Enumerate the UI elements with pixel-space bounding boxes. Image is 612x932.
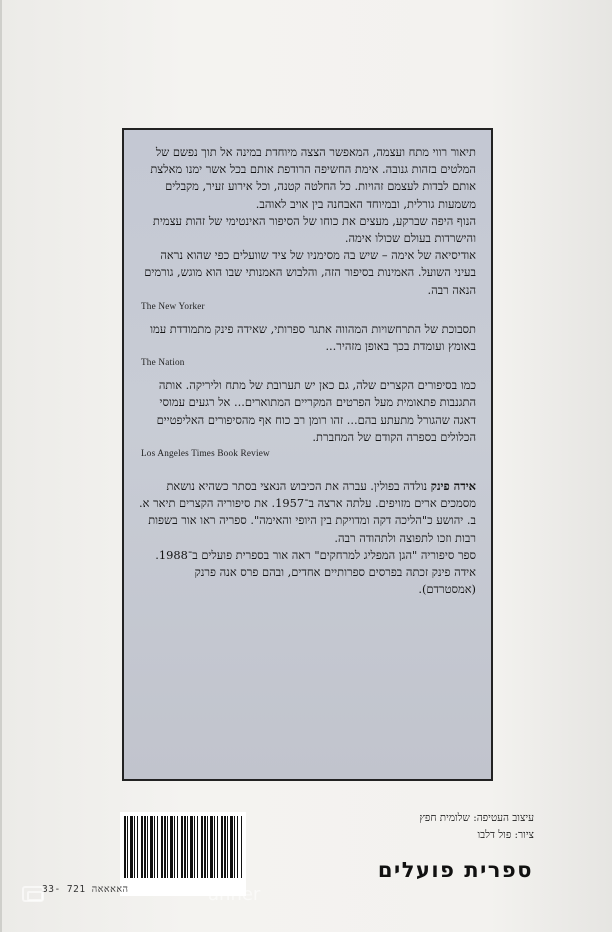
author-name: אידה פינק bbox=[430, 479, 476, 494]
review-text: תסבוכת של התרחשויות המהווה אתגר ספרותי, שאידה פינק מתמודדת עמו באומץ ועומדת בכך באופן מזהיר... bbox=[150, 321, 476, 354]
review-source: The New Yorker bbox=[141, 300, 205, 311]
publisher-name: ספרית פועלים bbox=[377, 858, 533, 882]
watermark-text: anner bbox=[208, 884, 261, 905]
cover-design-credit: עיצוב העטיפה: שלומית חפץ bbox=[419, 812, 534, 824]
review-text: תיאור רווי מתח ועצמה, המאפשר הצצה מיוחדת במינה אל תוך נפשם של המלטים בזהות גנובה. אימת החשיפה הרודפת אותם בכל אשר ימנו מאלצת אותם לבדות לעצמם זהויות. כל החלטה קטנה, וכל אירוע זעיר, מקבלים משמעות גורלית, ובמיוחד האבחנה בין אויב לאוהב. bbox=[150, 145, 476, 211]
review-text: אודיסיאה של אימה – שיש בה מסימניו של ציד שוועלים כפי שהוא נראה בעיני השועל. האמינות בסיפור הזה, והלבוש האמנותי שבו הוא מוגש, גורמים הנאה רבה. bbox=[144, 248, 476, 297]
bio-paragraph: ספר סיפוריה "הגן המפליג למרחקים" ראה אור בספרית פועלים ב־1988. bbox=[155, 547, 476, 562]
bio-paragraph bbox=[139, 478, 476, 547]
review-text: כמו בסיפורים הקצרים שלה, גם כאן יש תערובת של מתח וליריקה. אותה התגנבות פתאומית מעל הפרטים המקריים המתוארים... אל רגעים עמוסי דאגה שהגורל מתעתע בהם... זהו רומן רב כוח אף מהסיפורים האליפטיים הכלולים בספרה הקודם של המחברת. bbox=[156, 378, 476, 444]
scanner-logo-icon bbox=[22, 886, 44, 902]
blurb-box bbox=[122, 128, 493, 781]
barcode-number: 33- 721 האאאאה bbox=[42, 884, 129, 895]
bio-paragraph: אידה פינק זכתה בפרסים ספרותיים אחדים, ובהם פרס אנה פרנק (אמסטרדם). bbox=[194, 565, 476, 597]
illustration-credit: ציור: פול דלבו bbox=[477, 829, 534, 841]
author-bio bbox=[139, 478, 476, 598]
scanner-watermark bbox=[22, 882, 342, 908]
review-text: הנוף היפה שברקע, מעצים את כוחו של הסיפור האינטימי של זהות עצמית והישרדות בעולם שכולו אימה. bbox=[152, 213, 476, 246]
credits bbox=[334, 810, 534, 844]
review-source: Los Angeles Times Book Review bbox=[141, 448, 270, 459]
barcode-bars bbox=[124, 816, 242, 878]
review-source: The Nation bbox=[141, 357, 185, 368]
bio-text: נולדה בפולין. עברה את הכיבוש הנאצי בסתר כשהיא נושאת מסמכים ארים מזויפים. עלתה ארצה ב־1957. את סיפוריה הקצרים תיאר א. ב. יהושע כ"הליכה דקה ומדויקת בין היופי והאימה". ספריה ראו אור בשפות רבות וזכו לתפוצה ולתהודה רבה. bbox=[139, 479, 476, 545]
